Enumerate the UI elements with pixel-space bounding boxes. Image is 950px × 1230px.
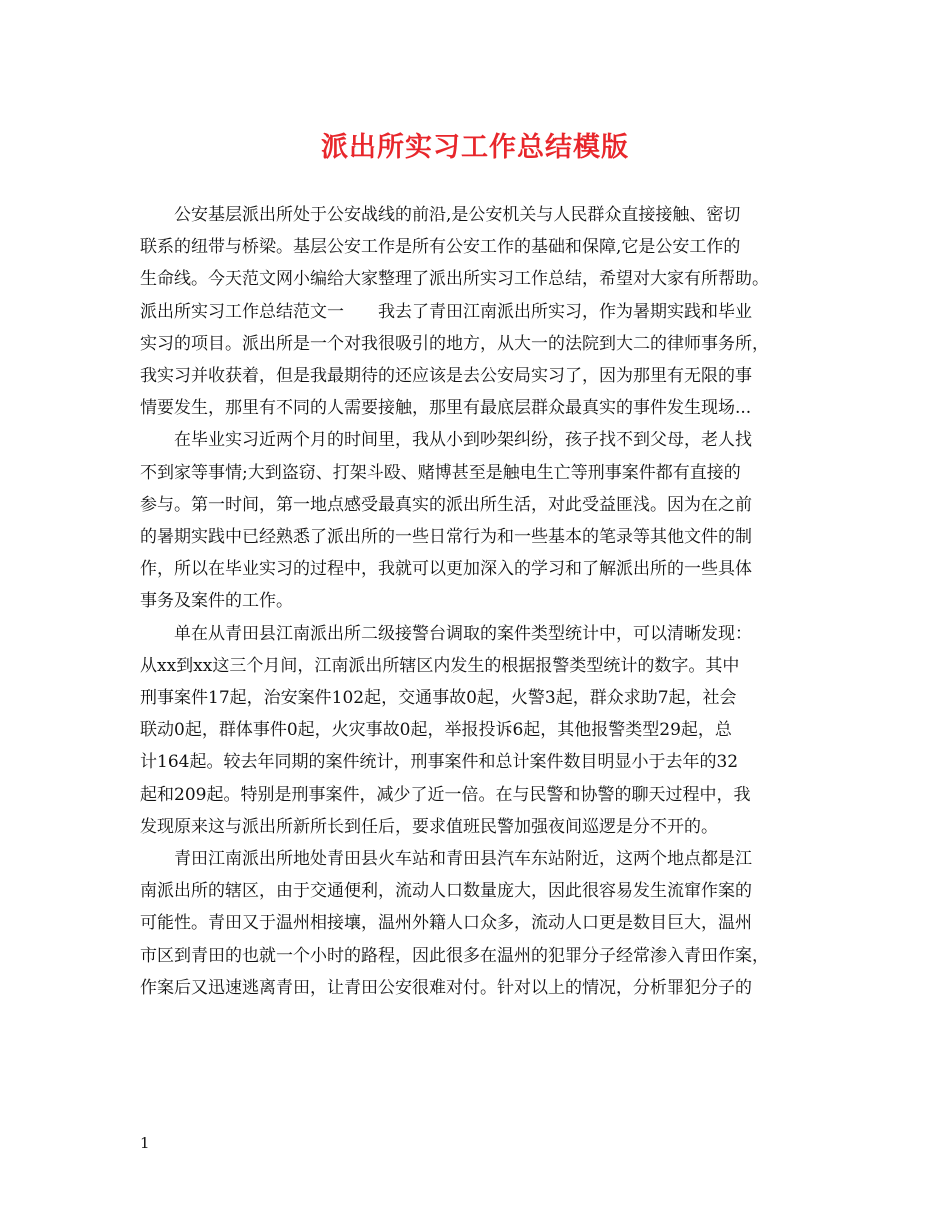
text-line: 作案后又迅速逃离青田，让青田公安很难对付。针对以上的情况，分析罪犯分子的 (140, 977, 752, 998)
text-line: 情要发生，那里有不同的人需要接触，那里有最底层群众最真实的事件发生现场... (140, 398, 752, 419)
text-line: 作，所以在毕业实习的过程中，我就可以更加深入的学习和了解派出所的一些具体 (140, 559, 752, 580)
text-line: 的暑期实践中已经熟悉了派出所的一些日常行为和一些基本的笔录等其他文件的制 (140, 527, 752, 548)
text-line: 在毕业实习近两个月的时间里，我从小到吵架纠纷，孩子找不到父母，老人找 (174, 430, 752, 451)
paragraph-4 (140, 843, 812, 1004)
paragraph-3 (140, 618, 812, 843)
text-line: 可能性。青田又于温州相接壤，温州外籍人口众多，流动人口更是数目巨大，温州 (140, 913, 752, 934)
text-line: 生命线。今天范文网小编给大家整理了派出所实习工作总结，希望对大家有所帮助。 (140, 269, 769, 290)
text-line: 从xx到xx这三个月间，江南派出所辖区内发生的根据报警类型统计的数字。其中 (140, 655, 740, 676)
text-line: 公安基层派出所处于公安战线的前沿,是公安机关与人民群众直接接触、密切 (174, 205, 741, 225)
text-line: 刑事案件17起，治安案件102起，交通事故0起，火警3起，群众求助7起，社会 (140, 688, 737, 709)
text-line: 事务及案件的工作。 (140, 591, 293, 612)
paragraph-2 (140, 424, 812, 617)
text-line: 派出所实习工作总结范文一 我去了青田江南派出所实习，作为暑期实践和毕业 (140, 301, 752, 322)
text-line: 单在从青田县江南派出所二级接警台调取的案件类型统计中，可以清晰发现： (174, 623, 752, 644)
text-line: 计164起。较去年同期的案件统计，刑事案件和总计案件数目明显小于去年的32 (140, 752, 739, 773)
text-line: 不到家等事情;大到盗窃、打架斗殴、赌博甚至是触电生亡等刑事案件都有直接的 (140, 462, 741, 483)
text-line: 参与。第一时间，第一地点感受最真实的派出所生活，对此受益匪浅。因为在之前 (140, 494, 752, 515)
paragraph-1 (140, 199, 812, 424)
document-title: 派出所实习工作总结模版 (321, 132, 629, 163)
page-number: 1 (140, 1134, 150, 1152)
text-line: 我实习并收获着，但是我最期待的还应该是去公安局实习了，因为那里有无限的事 (140, 366, 752, 387)
text-line: 发现原来这与派出所新所长到任后，要求值班民警加强夜间巡逻是分不开的。 (140, 816, 718, 837)
document-body (140, 199, 812, 1004)
text-line: 实习的项目。派出所是一个对我很吸引的地方，从大一的法院到大二的律师事务所， (140, 333, 769, 354)
text-line: 南派出所的辖区，由于交通便利，流动人口数量庞大，因此很容易发生流窜作案的 (140, 881, 752, 902)
text-line: 起和209起。特别是刑事案件，减少了近一倍。在与民警和协警的聊天过程中，我 (140, 784, 751, 805)
text-line: 青田江南派出所地处青田县火车站和青田县汽车东站附近，这两个地点都是江 (174, 849, 752, 870)
text-line: 联动0起，群体事件0起，火灾事故0起，举报投诉6起，其他报警类型29起，总 (140, 720, 732, 741)
text-line: 市区到青田的也就一个小时的路程，因此很多在温州的犯罪分子经常渗入青田作案， (140, 945, 769, 966)
text-line: 联系的纽带与桥梁。基层公安工作是所有公安工作的基础和保障,它是公安工作的 (140, 237, 741, 258)
